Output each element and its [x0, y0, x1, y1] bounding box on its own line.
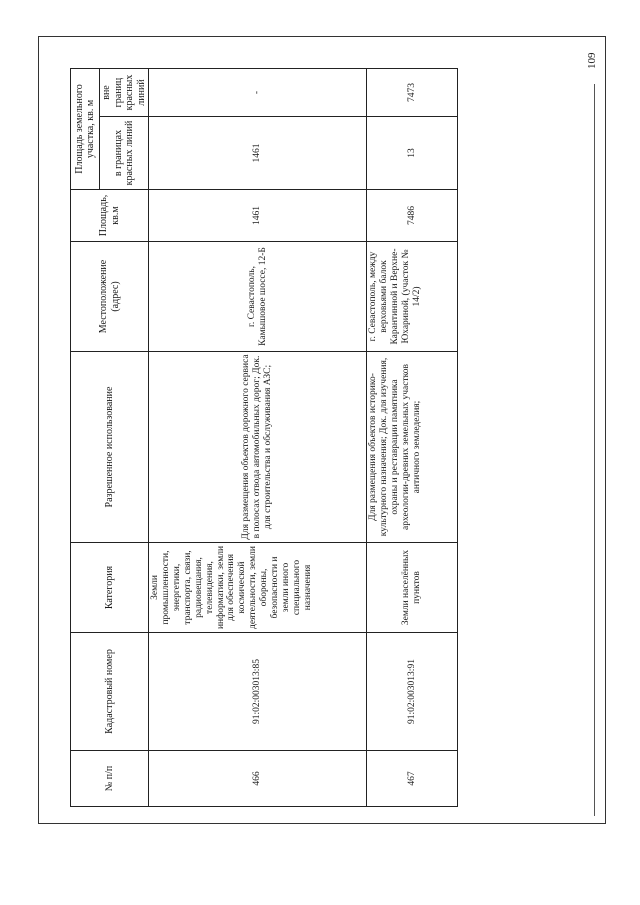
table-row	[367, 69, 458, 807]
footer-rule	[594, 84, 595, 816]
cell-num: 466	[149, 751, 367, 807]
land-plots-table	[70, 68, 458, 807]
cell-cadastral: 91:02:003013:91	[367, 633, 458, 751]
header-num: № п/п	[71, 751, 149, 807]
cell-num: 467	[367, 751, 458, 807]
cell-category	[149, 543, 367, 633]
cell-area: 7486	[367, 190, 458, 242]
header-area: Площадь, кв.м	[71, 190, 149, 242]
cell-outside: -	[149, 69, 367, 117]
cell-cadastral: 91:02:003013:85	[149, 633, 367, 751]
header-category: Категория	[71, 543, 149, 633]
cell-inside: 13	[367, 117, 458, 190]
cell-location: г. Севастополь, между верховьями балок Карантинной и Верхне-Юхариной, (участок № 14/2)	[367, 242, 458, 352]
header-outside-red-lines: вне границ красных линий	[100, 69, 149, 117]
cell-use	[367, 352, 458, 543]
cell-area: 1461	[149, 190, 367, 242]
category-text: Земли промышленности, энергетики, транспорта, связи, радиовещания, телевидения, информатики, земли для обеспечения космической деятельности, земли обороны, безопасности и земли иного специального назначения	[150, 545, 313, 630]
header-inside-red-lines: в границах красных линий	[100, 117, 149, 190]
use-text: Для размещения объектов дорожного сервиса в полосах отвода автомобильных дорог; Док. для строительства и обслуживания АЗС;	[241, 354, 273, 540]
cell-location: г. Севастополь, Камышовое шоссе, 12-Б	[149, 242, 367, 352]
header-row	[71, 69, 100, 807]
cell-use	[149, 352, 367, 543]
cell-inside: 1461	[149, 117, 367, 190]
header-use: Разрешенное использование	[71, 352, 149, 543]
table-row	[149, 69, 367, 807]
cell-outside: 7473	[367, 69, 458, 117]
cell-category: Земли населённых пунктов	[367, 543, 458, 633]
header-location: Местоположение (адрес)	[71, 242, 149, 352]
header-plot-area: Площадь земельного участка, кв. м	[71, 69, 100, 190]
header-cadastral: Кадастровый номер	[71, 633, 149, 751]
use-text: Для размещения объектов историко-культурного назначения; Док. для изучения, охраны и реставрации памятника археологии-древних земельных участков античного земледелия;	[368, 357, 422, 537]
page-number: 109	[586, 52, 598, 70]
